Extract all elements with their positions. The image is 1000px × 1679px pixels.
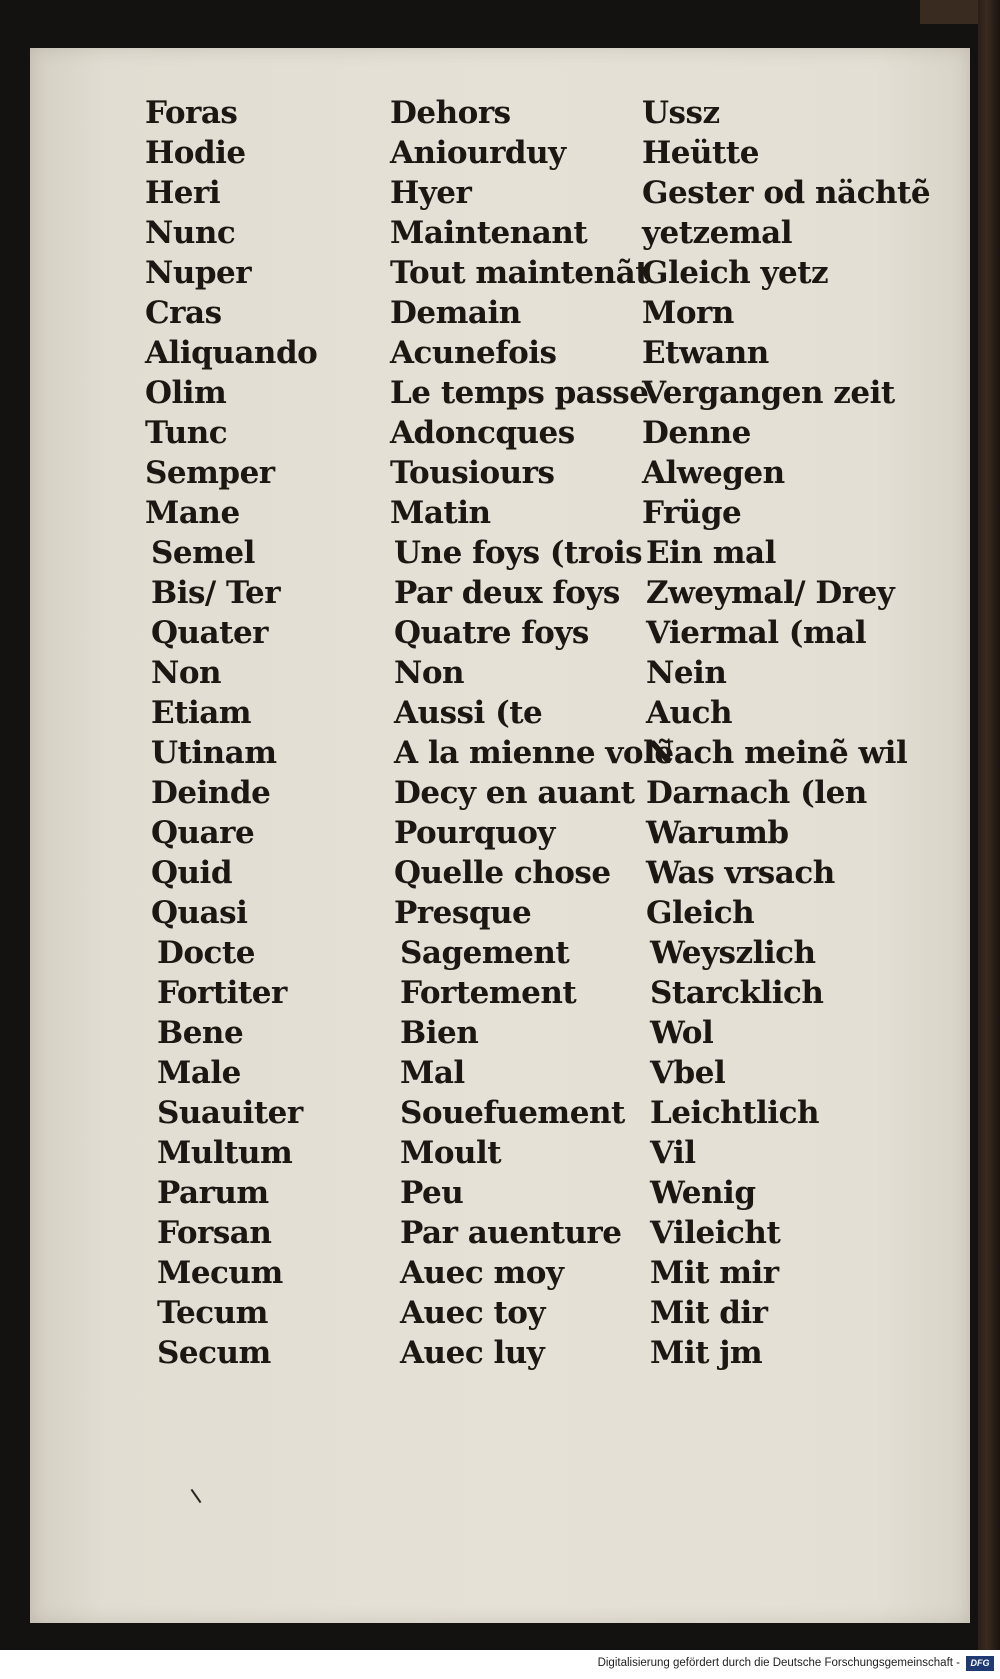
german-word: Vil [650, 1135, 696, 1171]
stray-ink-mark [191, 1489, 202, 1503]
german-word: Darnach (len [646, 775, 867, 811]
german-word: Morn [642, 295, 734, 331]
french-word: Moult [400, 1135, 502, 1171]
dfg-logo: DFG [966, 1656, 994, 1671]
latin-word: Quasi [151, 895, 248, 931]
german-word: Früge [642, 495, 742, 531]
latin-word: Tecum [157, 1295, 268, 1331]
german-word: Starcklich [650, 975, 824, 1011]
latin-word: Quater [151, 615, 269, 651]
latin-word: Quare [151, 815, 255, 851]
french-word: Matin [390, 495, 491, 531]
german-word: Mit mir [650, 1255, 779, 1291]
latin-word: Mane [145, 495, 240, 531]
french-word: A la mienne volẽ [394, 735, 674, 771]
latin-word: Forsan [157, 1215, 272, 1251]
french-word: Mal [400, 1055, 465, 1091]
latin-word: Semper [145, 455, 275, 491]
german-word: yetzemal [642, 215, 793, 251]
german-word: Viermal (mal [646, 615, 867, 651]
latin-word: Cras [145, 295, 222, 331]
latin-word: Nuper [145, 255, 252, 291]
latin-word: Docte [157, 935, 255, 971]
latin-column [145, 93, 317, 1373]
german-word: Gester od nächtẽ [642, 175, 931, 211]
german-word: Wol [650, 1015, 714, 1051]
german-word: Ussz [642, 95, 720, 131]
latin-word: Non [151, 655, 222, 691]
german-word: Ein mal [646, 535, 776, 571]
french-word: Maintenant [390, 215, 588, 251]
latin-word: Multum [157, 1135, 293, 1171]
french-word: Peu [400, 1175, 464, 1211]
german-word: Auch [646, 695, 733, 731]
latin-word: Deinde [151, 775, 271, 811]
french-word: Auec moy [400, 1255, 564, 1291]
german-word: Vbel [650, 1055, 726, 1091]
german-word: Etwann [642, 335, 769, 371]
latin-word: Hodie [145, 135, 246, 171]
french-word: Le temps passe [390, 375, 649, 411]
german-word: Mit dir [650, 1295, 768, 1331]
german-word: Was vrsach [646, 855, 835, 891]
latin-word: Aliquando [145, 335, 318, 371]
latin-word: Fortiter [157, 975, 287, 1011]
latin-word: Parum [157, 1175, 269, 1211]
latin-word: Olim [145, 375, 227, 411]
german-word: Wenig [650, 1175, 756, 1211]
latin-word: Tunc [145, 415, 228, 451]
german-word: Nein [646, 655, 727, 691]
french-word: Une foys (trois [394, 535, 643, 571]
french-word: Presque [394, 895, 532, 931]
german-word: Warumb [646, 815, 789, 851]
french-word: Auec toy [400, 1295, 545, 1331]
latin-word: Secum [157, 1335, 271, 1371]
french-word: Fortement [400, 975, 577, 1011]
french-word: Par deux foys [394, 575, 620, 611]
german-word: Vergangen zeit [642, 375, 895, 411]
latin-word: Semel [151, 535, 255, 571]
latin-word: Suauiter [157, 1095, 303, 1131]
french-word: Hyer [390, 175, 472, 211]
latin-word: Bis/ Ter [151, 575, 281, 611]
french-word: Souefuement [400, 1095, 625, 1131]
german-word: Zweymal/ Drey [646, 575, 895, 611]
latin-word: Quid [151, 855, 232, 891]
french-word: Acunefois [390, 335, 557, 371]
german-word: Leichtlich [650, 1095, 819, 1131]
french-word: Decy en auant [394, 775, 635, 811]
german-word: Gleich yetz [642, 255, 829, 291]
french-word: Quelle chose [394, 855, 611, 891]
german-word: Heütte [642, 135, 759, 171]
german-word: Vileicht [650, 1215, 781, 1251]
book-page [30, 48, 970, 1623]
french-word: Non [394, 655, 465, 691]
french-word: Dehors [390, 95, 511, 131]
german-word: Mit jm [650, 1335, 763, 1371]
french-word: Tout maintenãt [390, 255, 650, 291]
french-word: Pourquoy [394, 815, 555, 851]
french-word: Quatre foys [394, 615, 589, 651]
french-word: Adoncques [390, 415, 575, 451]
french-word: Demain [390, 295, 521, 331]
german-word: Alwegen [642, 455, 785, 491]
latin-word: Utinam [151, 735, 277, 771]
digitization-footer [0, 1650, 1000, 1679]
latin-word: Mecum [157, 1255, 283, 1291]
german-column [642, 93, 930, 1373]
german-word: Nach meinẽ wil [646, 735, 908, 771]
french-word: Aniourduy [390, 135, 566, 171]
french-word: Sagement [400, 935, 570, 971]
french-word: Tousiours [390, 455, 555, 491]
footer-credit-text: Digitalisierung gefördert durch die Deutsche Forschungsgemeinschaft - [597, 1657, 960, 1669]
french-column [390, 93, 674, 1373]
french-word: Bien [400, 1015, 479, 1051]
latin-word: Bene [157, 1015, 244, 1051]
french-word: Par auenture [400, 1215, 622, 1251]
french-word: Aussi (te [394, 695, 543, 731]
latin-word: Etiam [151, 695, 252, 731]
latin-word: Heri [145, 175, 221, 211]
latin-word: Foras [145, 95, 238, 131]
latin-word: Male [157, 1055, 241, 1091]
latin-word: Nunc [145, 215, 236, 251]
book-cover-edge [978, 0, 1000, 1650]
french-word: Auec luy [400, 1335, 545, 1371]
german-word: Denne [642, 415, 751, 451]
german-word: Gleich [646, 895, 755, 931]
german-word: Weyszlich [650, 935, 816, 971]
